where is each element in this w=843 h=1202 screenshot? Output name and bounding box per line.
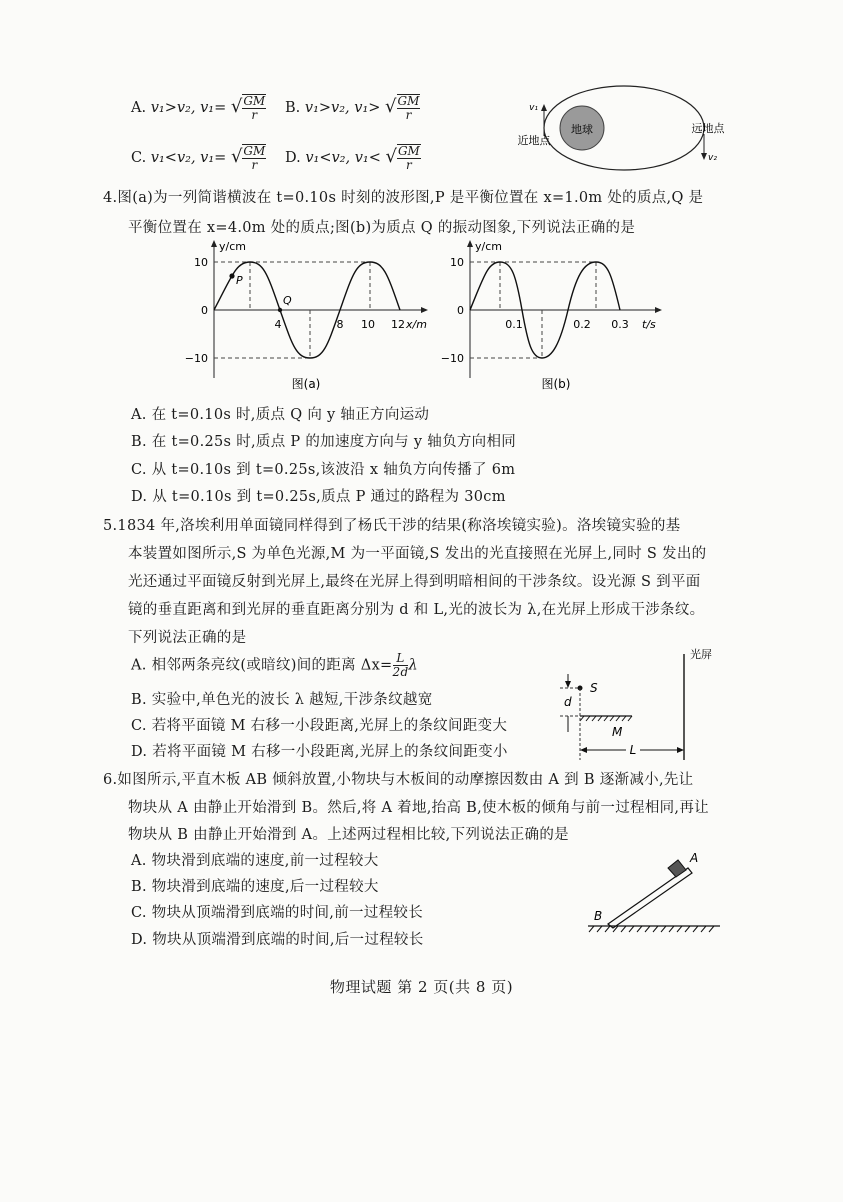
point-b-label: B — [594, 909, 603, 923]
q4-option-d: D. 从 t=0.10s 到 t=0.25s,质点 P 通过的路程为 30cm — [131, 489, 506, 505]
perigee-label: 近地点 — [517, 134, 551, 147]
svg-text:10: 10 — [450, 256, 464, 269]
q5-option-d: D. 若将平面镜 M 右移一小段距离,光屏上的条纹间距变小 — [131, 744, 508, 760]
svg-text:12: 12 — [391, 318, 405, 331]
q3-option-a: A. v₁>v₂, v₁= √ $\frac{GM}{r}$ — [131, 94, 266, 122]
svg-text:0: 0 — [201, 304, 208, 317]
apogee-label: 远地点 — [691, 122, 725, 135]
svg-text:S: S — [590, 681, 598, 695]
svg-text:t/s: t/s — [642, 318, 656, 331]
q6-option-d: D. 物块从顶端滑到底端的时间,后一过程较长 — [131, 932, 424, 948]
svg-text:d: d — [564, 695, 572, 709]
q3-option-b: B. v₁>v₂, v₁> √ $\frac{GM}{r}$ — [285, 94, 420, 122]
svg-text:0: 0 — [457, 304, 464, 317]
svg-text:0.1: 0.1 — [505, 318, 523, 331]
svg-text:P: P — [236, 274, 243, 287]
q3-option-d: D. v₁<v₂, v₁< √ $\frac{GM}{r}$ — [285, 144, 420, 172]
q6-option-a: A. 物块滑到底端的速度,前一过程较大 — [131, 853, 379, 869]
svg-text:y/cm: y/cm — [475, 240, 502, 253]
q5-stem-line1: 5.1834 年,洛埃利用单面镜同样得到了杨氏干涉的结果(称洛埃镜实验)。洛埃镜实验的基 — [103, 518, 681, 534]
vibration-graph-b — [434, 236, 674, 396]
q5-stem-line2: 本装置如图所示,S 为单色光源,M 为一平面镜,S 发出的光直接照在光屏上,同时 S 发出的 — [128, 546, 707, 562]
q5-stem-line5: 下列说法正确的是 — [128, 630, 247, 646]
lloyd-mirror-figure — [552, 640, 732, 770]
point-a-label: A — [690, 851, 699, 865]
q6-stem-line2: 物块从 A 由静止开始滑到 B。然后,将 A 着地,抬高 B,使木板的倾角与前一过程相同,再让 — [128, 800, 709, 816]
svg-text:图(b): 图(b) — [541, 377, 571, 391]
v2-label: v₂ — [708, 153, 717, 163]
q4-option-b: B. 在 t=0.25s 时,质点 P 的加速度方向与 y 轴负方向相同 — [131, 434, 517, 450]
svg-text:L: L — [629, 743, 637, 757]
svg-text:Q: Q — [283, 294, 292, 307]
q6-option-b: B. 物块滑到底端的速度,后一过程较大 — [131, 879, 379, 895]
q3-option-c: C. v₁<v₂, v₁= √ $\frac{GM}{r}$ — [131, 144, 266, 172]
svg-text:10: 10 — [361, 318, 375, 331]
q5-stem-line3: 光还通过平面镜反射到光屏上,最终在光屏上得到明暗相间的干涉条纹。设光源 S 到平面 — [128, 574, 701, 590]
svg-text:−10: −10 — [184, 352, 208, 365]
q5-stem-line4: 镜的垂直距离和到光屏的垂直距离分别为 d 和 L,光的波长为 λ,在光屏上形成干涉条纹。 — [128, 602, 705, 618]
q6-stem-line1: 6.如图所示,平直木板 AB 倾斜放置,小物块与木板间的动摩擦因数由 A 到 B 逐渐减小,先让 — [103, 772, 694, 788]
svg-text:−10: −10 — [440, 352, 464, 365]
q5-option-c: C. 若将平面镜 M 右移一小段距离,光屏上的条纹间距变大 — [131, 718, 508, 734]
orbit-figure — [508, 78, 728, 178]
svg-text:M: M — [612, 725, 623, 739]
svg-text:4: 4 — [274, 318, 282, 331]
q6-option-c: C. 物块从顶端滑到底端的时间,前一过程较长 — [131, 905, 424, 921]
q6-stem-line3: 物块从 B 由静止开始滑到 A。上述两过程相比较,下列说法正确的是 — [128, 827, 569, 843]
svg-text:x/m: x/m — [406, 318, 427, 331]
incline-figure — [580, 842, 725, 940]
q4-option-a: A. 在 t=0.10s 时,质点 Q 向 y 轴正方向运动 — [131, 407, 430, 423]
svg-text:0.3: 0.3 — [611, 318, 629, 331]
q5-option-b: B. 实验中,单色光的波长 λ 越短,干涉条纹越宽 — [131, 692, 433, 708]
svg-text:图(a): 图(a) — [291, 377, 321, 391]
svg-text:y/cm: y/cm — [219, 240, 246, 253]
screen-label: 光屏 — [690, 648, 712, 661]
wave-graph-a — [184, 236, 432, 396]
svg-text:0.2: 0.2 — [573, 318, 591, 331]
earth-label: 地球 — [571, 123, 593, 136]
page-footer: 物理试题 第 2 页(共 8 页) — [329, 978, 514, 996]
q4-stem-line1: 4.图(a)为一列简谐横波在 t=0.10s 时刻的波形图,P 是平衡位置在 x=1.0m 处的质点,Q 是 — [103, 190, 704, 206]
svg-text:8: 8 — [336, 318, 344, 331]
q4-stem-line2: 平衡位置在 x=4.0m 处的质点;图(b)为质点 Q 的振动图象,下列说法正确的是 — [128, 220, 636, 236]
q5-option-a: A. 相邻两条亮纹(或暗纹)间的距离 Δx= $\frac{L}{2d}$ λ — [131, 651, 418, 679]
q4-option-c: C. 从 t=0.10s 到 t=0.25s,该波沿 x 轴负方向传播了 6m — [131, 462, 516, 478]
v1-label: v₁ — [529, 103, 538, 113]
svg-text:10: 10 — [194, 256, 208, 269]
